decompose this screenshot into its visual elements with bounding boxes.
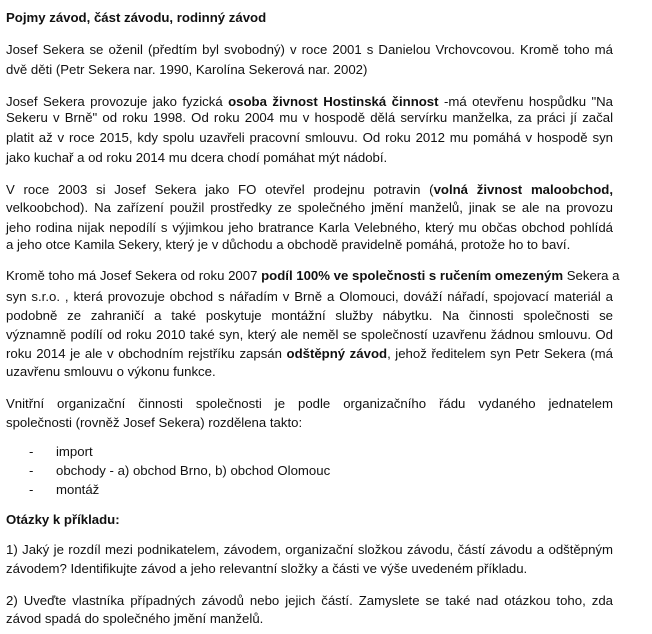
question-2-line-2: závod spadá do společného jmění manželů. [6, 611, 264, 626]
paragraph-4-line-3: podobně ze zahraničí a také poskytuje montážní služby nábytku. Na činnosti společnosti se [6, 308, 613, 323]
paragraph-2-line-1: Josef Sekera provozuje jako fyzická osoba živnost Hostinská činnost -má otevřenu hospůdku "Na [6, 94, 613, 109]
question-2-line-1: 2) Uveďte vlastníka případných závodů nebo jejich částí. Zamyslete se také nad otázkou toho, zda [6, 593, 613, 608]
bold-text-maloobchod: volná živnost maloobchod, [433, 182, 614, 197]
document-heading: Pojmy závod, část závodu, rodinný závod [6, 10, 267, 25]
paragraph-1-line-1: Josef Sekera se oženil (předtím byl svobodný) v roce 2001 s Danielou Vrchovcovou. Kromě toho má [6, 42, 613, 57]
paragraph-3-line-4: a jeho otce Kamila Sekery, který je v důchodu a obchodě pravidelně pomáhá, protože ho to baví. [6, 237, 571, 252]
paragraph-4-line-2: syn s.r.o. , která provozuje obchod s nářadím v Brně a Olomouci, dováží nářadí, spojovací materiál a [6, 289, 613, 304]
paragraph-3-line-3: jeho rodina nijak nepodílí s výjimkou jeho bratrance Karla Velebného, který mu občas obchod pohlídá [6, 220, 613, 235]
paragraph-4-line-6: uzavřenu smlouvu o výkonu funkce. [6, 364, 216, 379]
question-1-line-1: 1) Jaký je rozdíl mezi podnikatelem, závodem, organizační složkou závodu, částí závodu a odštěpným [6, 542, 613, 557]
paragraph-2-line-3: platit až v roce 2015, kdy spolu uzavřeli pracovní smlouvu. Od roku 2012 mu pomáhá v hospodě syn [6, 130, 613, 145]
list-item: montáž [56, 482, 100, 497]
list-item: import [56, 444, 93, 459]
bold-text-podil: podíl 100% ve společnosti s ručením omezeným [261, 268, 564, 283]
question-1-line-2: závodem? Identifikujte závod a jeho relevantní složky a části ve výše uvedeném příkladu. [6, 561, 528, 576]
paragraph-4-line-1: Kromě toho má Josef Sekera od roku 2007 podíl 100% ve společnosti s ručením omezeným Sekera a [6, 268, 620, 283]
bold-text-hostinska: osoba živnost Hostinská činnost [228, 94, 439, 109]
questions-heading: Otázky k příkladu: [6, 512, 120, 527]
list-bullet: - [29, 482, 34, 497]
paragraph-4-line-5: roku 2014 je ale v obchodním rejstříku zapsán odštěpný závod, jehož ředitelem syn Petr Sekera (má [6, 346, 613, 361]
list-bullet: - [29, 444, 34, 459]
list-item: obchody - a) obchod Brno, b) obchod Olomouc [56, 463, 331, 478]
list-bullet: - [29, 463, 34, 478]
paragraph-3-line-2: velkoobchod). Na zařízení použil prostředky ze společného jmění manželů, jinak se ale na provozu [6, 200, 613, 215]
paragraph-5-line-2: společnosti (rovněž Josef Sekera) rozdělena takto: [6, 415, 303, 430]
bold-text-odstepny-zavod: odštěpný závod [286, 346, 388, 361]
paragraph-2-line-2: Sekeru v Brně" od roku 1998. Od roku 2004 mu v hospodě dělá servírku manželka, za práci jí začal [6, 110, 613, 125]
paragraph-5-line-1: Vnitřní organizační činnosti společnosti je podle organizačního řádu vydaného jednatelem [6, 396, 613, 411]
paragraph-2-line-4: jako kuchař a od roku 2014 mu dcera chodí pomáhat mýt nádobí. [6, 150, 388, 165]
paragraph-1-line-2: dvě děti (Petr Sekera nar. 1990, Karolína Sekerová nar. 2002) [6, 62, 368, 77]
paragraph-4-line-4: významně podílí od roku 2010 také syn, který ale neměl se společností uzavřenu žádnou smlouvu. Od [6, 327, 613, 342]
paragraph-3-line-1: V roce 2003 si Josef Sekera jako FO otevřel prodejnu potravin (volná živnost maloobchod, [6, 182, 614, 197]
